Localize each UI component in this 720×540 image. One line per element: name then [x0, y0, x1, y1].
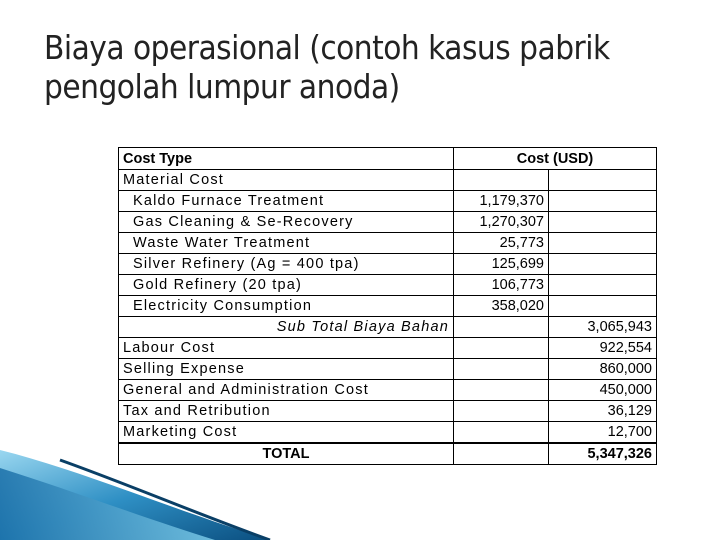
item-value: 125,699	[454, 254, 549, 275]
item-name: Selling Expense	[119, 359, 454, 380]
table-row	[119, 380, 657, 401]
material-cost-label: Material Cost	[119, 170, 454, 191]
item-name: Kaldo Furnace Treatment	[119, 191, 454, 212]
table-row	[119, 359, 657, 380]
item-value: 860,000	[549, 359, 657, 380]
table-row	[119, 212, 657, 233]
item-name: General and Administration Cost	[119, 380, 454, 401]
item-value: 12,700	[549, 422, 657, 444]
cost-table	[118, 147, 657, 465]
item-value: 106,773	[454, 275, 549, 296]
item-name: Labour Cost	[119, 338, 454, 359]
table-row	[119, 422, 657, 444]
item-name: Electricity Consumption	[119, 296, 454, 317]
table-row	[119, 275, 657, 296]
item-value: 36,129	[549, 401, 657, 422]
table-row	[119, 338, 657, 359]
item-name: Waste Water Treatment	[119, 233, 454, 254]
slide-title: Biaya operasional (contoh kasus pabrik pengolah lumpur anoda)	[44, 28, 610, 106]
item-value: 358,020	[454, 296, 549, 317]
item-value: 1,270,307	[454, 212, 549, 233]
item-name: Gold Refinery (20 tpa)	[119, 275, 454, 296]
table-row	[119, 233, 657, 254]
table-row	[119, 401, 657, 422]
cost-usd-header: Cost (USD)	[454, 148, 657, 170]
item-name: Tax and Retribution	[119, 401, 454, 422]
subtotal-value: 3,065,943	[549, 317, 657, 338]
item-value: 1,179,370	[454, 191, 549, 212]
subtotal-row	[119, 317, 657, 338]
item-name: Silver Refinery (Ag = 400 tpa)	[119, 254, 454, 275]
item-value: 450,000	[549, 380, 657, 401]
cost-type-header: Cost Type	[119, 148, 454, 170]
table-row	[119, 191, 657, 212]
total-label: TOTAL	[119, 443, 454, 465]
item-value: 25,773	[454, 233, 549, 254]
slide-corner-decoration	[0, 450, 720, 540]
total-value: 5,347,326	[549, 443, 657, 465]
subtotal-label: Sub Total Biaya Bahan	[119, 317, 454, 338]
item-name: Marketing Cost	[119, 422, 454, 444]
item-value: 922,554	[549, 338, 657, 359]
table-header-row	[119, 148, 657, 170]
table-row	[119, 254, 657, 275]
item-name: Gas Cleaning & Se-Recovery	[119, 212, 454, 233]
table-row	[119, 170, 657, 191]
table-row	[119, 296, 657, 317]
